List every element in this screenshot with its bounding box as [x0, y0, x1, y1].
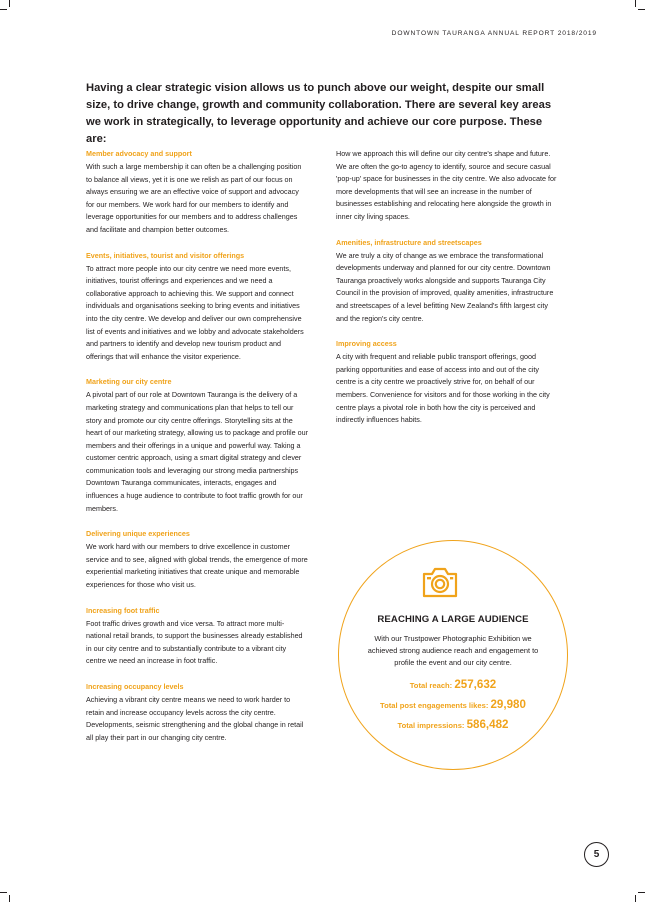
camera-icon: [420, 562, 460, 602]
section-body: We are truly a city of change as we embrace the transformational developments underway and planned for our city centre. Downtown Tauranga proactively works alongside and supports Tauranga City Council in the provision of improved, quality amenities, infrastructure and streetscapes of a level befitting New Zealand's fifth largest city and the region's city centre.: [336, 250, 554, 323]
crop-mark: [0, 9, 7, 10]
section-body: Achieving a vibrant city centre means we need to work harder to retain and increase occupancy levels across the city centre. Developments, seismic strengthening and the global change in retail all play their part in our changing city centre.: [86, 695, 304, 742]
section-body: To attract more people into our city centre we need more events, initiatives, tourist offerings and experiences and we need a collaborative approach to achieving this. We support and connect individuals and organisations seeking to bring events and initiatives into the city centre. We develop and deliver our own comprehensive list of events and initiatives and we lobby and advocate stakeholders and partners to identify and develop new tourism product and offerings that will enhance the visitor experience.: [86, 263, 304, 361]
crop-mark: [635, 895, 636, 902]
section-body: We work hard with our members to drive excellence in customer service and to see, aligned with global trends, the emergence of more experiential marketing initiatives that create unique and memorable experiences for those who visit us.: [86, 542, 308, 590]
section-foot-traffic: [86, 605, 308, 668]
stat-total-reach: [338, 675, 568, 695]
section-body: With such a large membership it can often be a challenging position to balance all views, yet it is one we relish as part of our focus on always ensuring we are an effective voice of support and advocacy for our members. We work hard for our members to identify and leverage opportunities for our members and to address challenges and facilitate and champion better outcomes.: [86, 162, 302, 234]
stat-label: Total impressions:: [397, 721, 465, 730]
crop-mark: [635, 0, 636, 7]
crop-mark: [0, 892, 7, 893]
running-header: DOWNTOWN TAURANGA ANNUAL REPORT 2018/2019: [391, 30, 597, 37]
section-heading: Amenities, infrastructure and streetscapes: [336, 237, 482, 247]
section-unique-experiences: [86, 528, 308, 591]
stat-label: Total reach:: [409, 681, 453, 690]
section-occupancy: [86, 681, 308, 744]
section-heading: Increasing occupancy levels: [86, 682, 184, 691]
page-number: 5: [584, 842, 609, 867]
section-continuation: [336, 148, 558, 224]
section-body: Foot traffic drives growth and vice versa. To attract more multi-national retail brands, to support the businesses already established in our city centre and to substantially contribute to a vibrant city centre we need an increase in foot traffic.: [86, 618, 303, 666]
section-marketing: [86, 376, 308, 515]
crop-mark: [9, 0, 10, 7]
callout-title: REACHING A LARGE AUDIENCE: [377, 614, 529, 625]
section-access: [336, 338, 558, 427]
intro-paragraph: Having a clear strategic vision allows us to punch above our weight, despite our small size, to drive change, growth and community collaboration. There are several key areas we work in strategically, to leverage opportunity and achieve our core purpose. These are:: [86, 82, 552, 145]
stat-label: Total post engagements likes:: [380, 701, 489, 710]
section-body: A pivotal part of our role at Downtown Tauranga is the delivery of a marketing strategy and communications plan that helps to tell our story and promote our city centre offerings. Storytelling sits at the heart of our marketing strategy, allowing us to package and profile our members and their offerings in a unique and powerful way. Taking a customer centric approach, using a smart digital strategy and clever communication tools and leveraging our strong media partnerships Downtown Tauranga communicates, interacts, engages and influences a huge audience to contribute to foot traffic growth for our members.: [86, 390, 309, 513]
section-heading: Delivering unique experiences: [86, 529, 190, 539]
stat-total-impressions: [338, 715, 568, 735]
crop-mark: [9, 895, 10, 902]
section-body: A city with frequent and reliable public transport offerings, good parking opportunities and ease of access into and out of the city centre is a city centre we proactively strive for, on behalf of our members. Convenience for visitors and for those working in the city centre plays a pivotal role in both how the city is perceived and indirectly influences habits.: [336, 352, 550, 425]
right-column: [336, 148, 558, 440]
section-member-advocacy: [86, 148, 308, 237]
left-column: [86, 148, 308, 757]
section-heading: Member advocacy and support: [86, 149, 192, 158]
section-events: [86, 250, 308, 364]
section-heading: Improving access: [336, 339, 397, 349]
stat-value: 29,980: [490, 698, 526, 711]
section-body: How we approach this will define our city centre's shape and future. We are often the go-to agency to identify, source and secure casual 'pop-up' space for businesses in the city centre. We also advocate for more developments that will see an increase in the number of businesses establishing and relocating here alongside the growth in inner city living spaces.: [336, 149, 557, 221]
stat-value: 586,482: [466, 718, 509, 731]
stat-post-engagements: [338, 695, 568, 715]
section-amenities: [336, 237, 558, 326]
section-heading: Increasing foot traffic: [86, 605, 160, 615]
crop-mark: [638, 892, 645, 893]
callout-body: With our Trustpower Photographic Exhibition we achieved strong audience reach and engagement to profile the event and our city centre.: [367, 634, 539, 667]
section-heading: Marketing our city centre: [86, 377, 172, 387]
audience-callout: [338, 614, 568, 735]
crop-mark: [638, 9, 645, 10]
section-heading: Events, initiatives, tourist and visitor offerings: [86, 250, 245, 260]
stat-value: 257,632: [454, 678, 497, 691]
